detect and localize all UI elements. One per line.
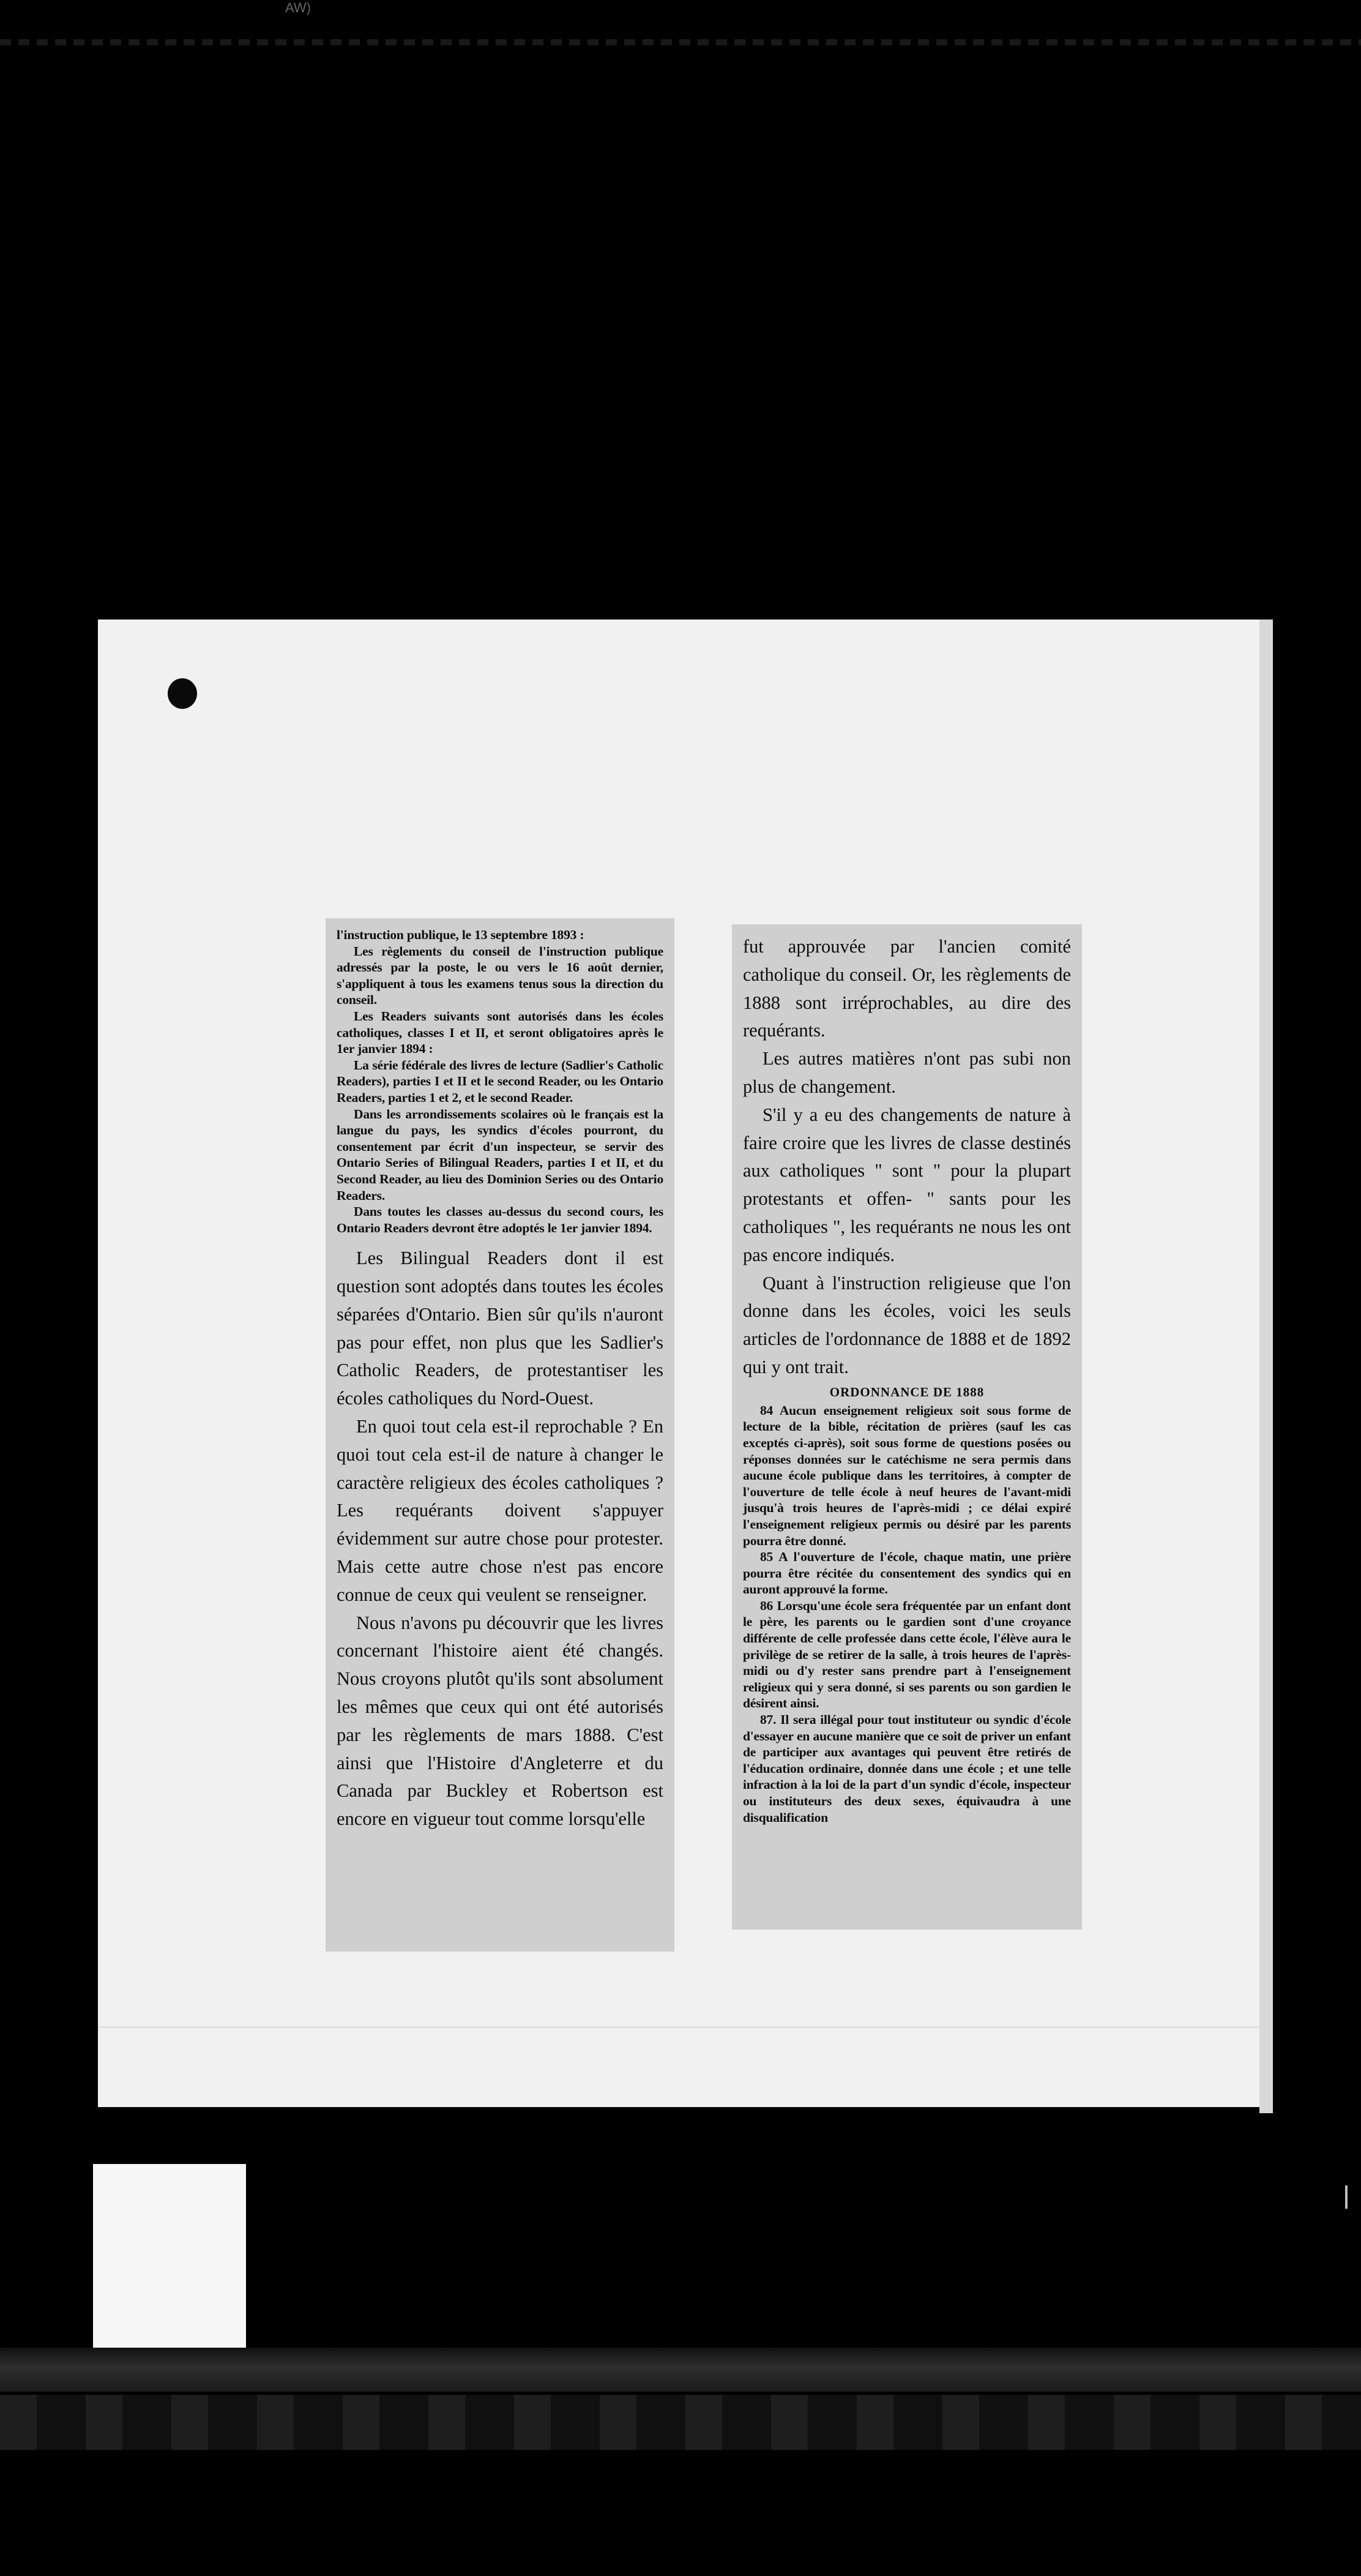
sheet-edge-shadow bbox=[1259, 620, 1273, 2113]
film-edge-bottom-strip bbox=[0, 2395, 1361, 2450]
ordinance-article: 87. Il sera illégal pour tout instituteur ou syndic d'école d'essayer en aucune manière que ce soit de priver un enfant de participer aux avantages qui peuvent être retirés de l'éducation ordinaire, donnée dans une école ; et une telle infraction à la loi de la part d'un syndic d'école, inspecteur ou instituteurs des deux sexes, équivaudra à une disqualification bbox=[743, 1712, 1071, 1825]
clipping-paragraph: S'il y a eu des changements de nature à faire croire que les livres de classe destinés aux catholiques " sont " pour la plupart protestants et offen- " sants pour les catholiques ", les requérants ne nous les ont pas encore indiqués. bbox=[743, 1104, 1071, 1265]
ordinance-article: 86 Lorsqu'une école sera fréquentée par un enfant dont le père, les parents ou le gardien sont d'une croyance différente de celle professée dans cette école, l'élève aura le privilège de se retirer de la salle, à trois heures de l'après-midi ou d'y rester sans prendre part à l'enseignement religieux qui y sera donné, si ses parents ou son gardien le désirent ainsi. bbox=[743, 1598, 1071, 1711]
film-edge-tick bbox=[1345, 2185, 1348, 2209]
clipping-paragraph: Dans les arrondissements scolaires où le français est la langue du pays, les syndics d'écoles pourront, du consentement par écrit d'un inspecteur, se servir des Ontario Series of Bilingual Readers, parties I et II, et du Second Reader, au lieu des Dominion Series ou des Ontario Readers. bbox=[337, 1106, 663, 1203]
film-edge-top bbox=[0, 39, 1361, 45]
clipping-paragraph: Dans toutes les classes au-dessus du second cours, les Ontario Readers devront être adoptés le 1er janvier 1894. bbox=[337, 1204, 663, 1235]
clipping-paragraph: Les règlements du conseil de l'instruction publique adressés par la poste, le ou vers le 16 août dernier, s'appliquent à tous les examens tenus sous la direction du conseil. bbox=[337, 943, 663, 1008]
ordinance-article: 84 Aucun enseignement religieux soit sous forme de lecture de la bible, récitation de prières (sauf les cas exceptés ci-après), soit sous forme de questions posées ou réponses données sur le catéchisme ne sera permis dans aucune école publique dans les territoires, à compter de l'ouverture de telle école à neuf heures de l'avant-midi jusqu'à trois heures de l'après-midi ; ce délai expiré l'enseignement religieux permis ou désiré par les parents pourra être donné. bbox=[743, 1402, 1071, 1548]
clipping-paragraph: Les Bilingual Readers dont il est question sont adoptés dans toutes les écoles séparées d'Ontario. Bien sûr qu'ils n'auront pas pour effet, non plus que les Sadlier's Catholic Readers, de protestantiser les écoles catholiques du Nord-Ouest. bbox=[337, 1248, 663, 1409]
punch-hole bbox=[168, 678, 197, 709]
newspaper-clipping-left bbox=[326, 918, 674, 1952]
clipping-paragraph: Les autres matières n'ont pas subi non plus de changement. bbox=[743, 1048, 1071, 1097]
document-sheet bbox=[98, 620, 1261, 2107]
film-edge-bottom bbox=[0, 2348, 1361, 2392]
clipping-paragraph: Nous n'avons pu découvrir que les livres concernant l'histoire aient été changés. Nous croyons plutôt qu'ils sont absolument les mêmes que ceux qui ont été autorisés par les règlements de mars 1888. C'est ainsi que l'Histoire d'Angleterre et du Canada par Buckley et Robertson est encore en vigueur tout comme lorsqu'elle bbox=[337, 1612, 663, 1830]
clipping-paragraph: La série fédérale des livres de lecture (Sadlier's Catholic Readers), parties I et II et le second Reader, ou les Ontario Readers, parties 1 et 2, et le second Reader. bbox=[337, 1057, 663, 1105]
clipping-paragraph: l'instruction publique, le 13 septembre 1893 : bbox=[337, 927, 584, 942]
section-heading: ORDONNANCE DE 1888 bbox=[829, 1384, 985, 1399]
sheet-fold-line bbox=[98, 2026, 1261, 2028]
clipping-paragraph: Quant à l'instruction religieuse que l'on donne dans les écoles, voici les seuls articles de l'ordonnance de 1888 et de 1892 qui y ont trait. bbox=[743, 1272, 1071, 1377]
clipping-paragraph: En quoi tout cela est-il reprochable ? En quoi tout cela est-il de nature à changer le caractère religieux des écoles catholiques ? Les requérants doivent s'appuyer évidemment sur autre chose pour protester. Mais cette autre chose n'est pas encore connue de ceux qui veulent se renseigner. bbox=[337, 1416, 663, 1605]
clipping-paragraph: Les Readers suivants sont autorisés dans les écoles catholiques, classes I et II, et seront obligatoires après le 1er janvier 1894 : bbox=[337, 1008, 663, 1057]
film-frame-mark: AW) bbox=[285, 0, 311, 15]
clipping-paragraph: fut approuvée par l'ancien comité catholique du conseil. Or, les règlements de 1888 sont irréprochables, au dire des requérants. bbox=[743, 936, 1071, 1041]
ordinance-article: 85 A l'ouverture de l'école, chaque matin, une prière pourra être récitée du consentement des syndics qui en auront approuvé la forme. bbox=[743, 1549, 1071, 1597]
newspaper-clipping-right bbox=[732, 924, 1082, 1930]
